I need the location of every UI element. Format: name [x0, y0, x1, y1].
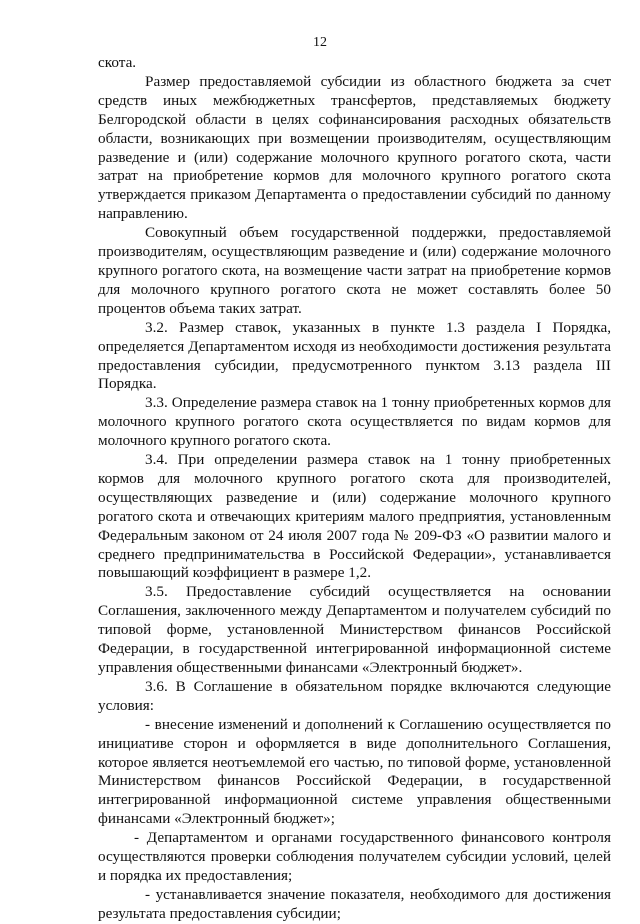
- document-body: [98, 54, 611, 924]
- paragraph: Размер предоставляемой субсидии из областного бюджета за счет средств иных межбюджетных трансфертов, представляемых бюджету Белгородской области в целях софинансирования расходных обязательств области, возникающих при возмещении производителям, осуществляющим разведение и (или) содержание молочного крупного рогатого скота, части затрат на приобретение кормов для молочного крупного рогатого скота утверждается приказом Департамента о предоставлении субсидий по данному направлению.: [98, 72, 611, 223]
- page-number: 12: [313, 35, 327, 50]
- list-item: - устанавливается значение показателя, необходимого для достижения результата предоставления субсидии;: [98, 885, 611, 922]
- paragraph: 3.6. В Соглашение в обязательном порядке включаются следующие условия:: [98, 677, 611, 714]
- paragraph: 3.5. Предоставление субсидий осуществляется на основании Соглашения, заключенного между Департаментом и получателем субсидий по типовой форме, установленной Министерством финансов Российской Федерации, в государственной интегрированной информационной системе управления общественными финансами «Электронный бюджет».: [98, 583, 611, 676]
- list-item: - Департаментом и органами государственного финансового контроля осуществляются проверки соблюдения получателем субсидии условий, целей и порядка их предоставления;: [98, 829, 611, 884]
- paragraph: 3.4. При определении размера ставок на 1 тонну приобретенных кормов для молочного крупного рогатого скота для производителей, осуществляющих разведение и (или) содержание молочного крупного рогатого скота и отвечающих критериям малого предприятия, установленным Федеральным законом от 24 июля 2007 года № 209-ФЗ «О развитии малого и среднего предпринимательства в Российской Федерации», устанавливается повышающий коэффициент в размере 1,2.: [98, 451, 611, 582]
- paragraph: 3.2. Размер ставок, указанных в пункте 1.3 раздела I Порядка, определяется Департаментом исходя из необходимости достижения результата предоставления субсидии, предусмотренного пунктом 3.13 раздела III Порядка.: [98, 318, 611, 393]
- paragraph: 3.3. Определение размера ставок на 1 тонну приобретенных кормов для молочного крупного рогатого скота осуществляется по видам кормов для молочного крупного рогатого скота.: [98, 394, 611, 450]
- paragraph: скота.: [98, 54, 137, 71]
- list-item: - внесение изменений и дополнений к Соглашению осуществляется по инициативе сторон и оформляется в виде дополнительного Соглашения, которое является неотъемлемой его частью, по типовой форме, установленной Министерством финансов Российской Федерации, в государственной интегрированной информационной системе управления общественными финансами «Электронный бюджет»;: [98, 715, 611, 828]
- paragraph: Совокупный объем государственной поддержки, предоставляемой производителям, осуществляющим разведение и (или) содержание молочного крупного рогатого скота, на возмещение части затрат на приобретение кормов для молочного крупного рогатого скота не может составлять более 50 процентов объема таких затрат.: [98, 224, 611, 317]
